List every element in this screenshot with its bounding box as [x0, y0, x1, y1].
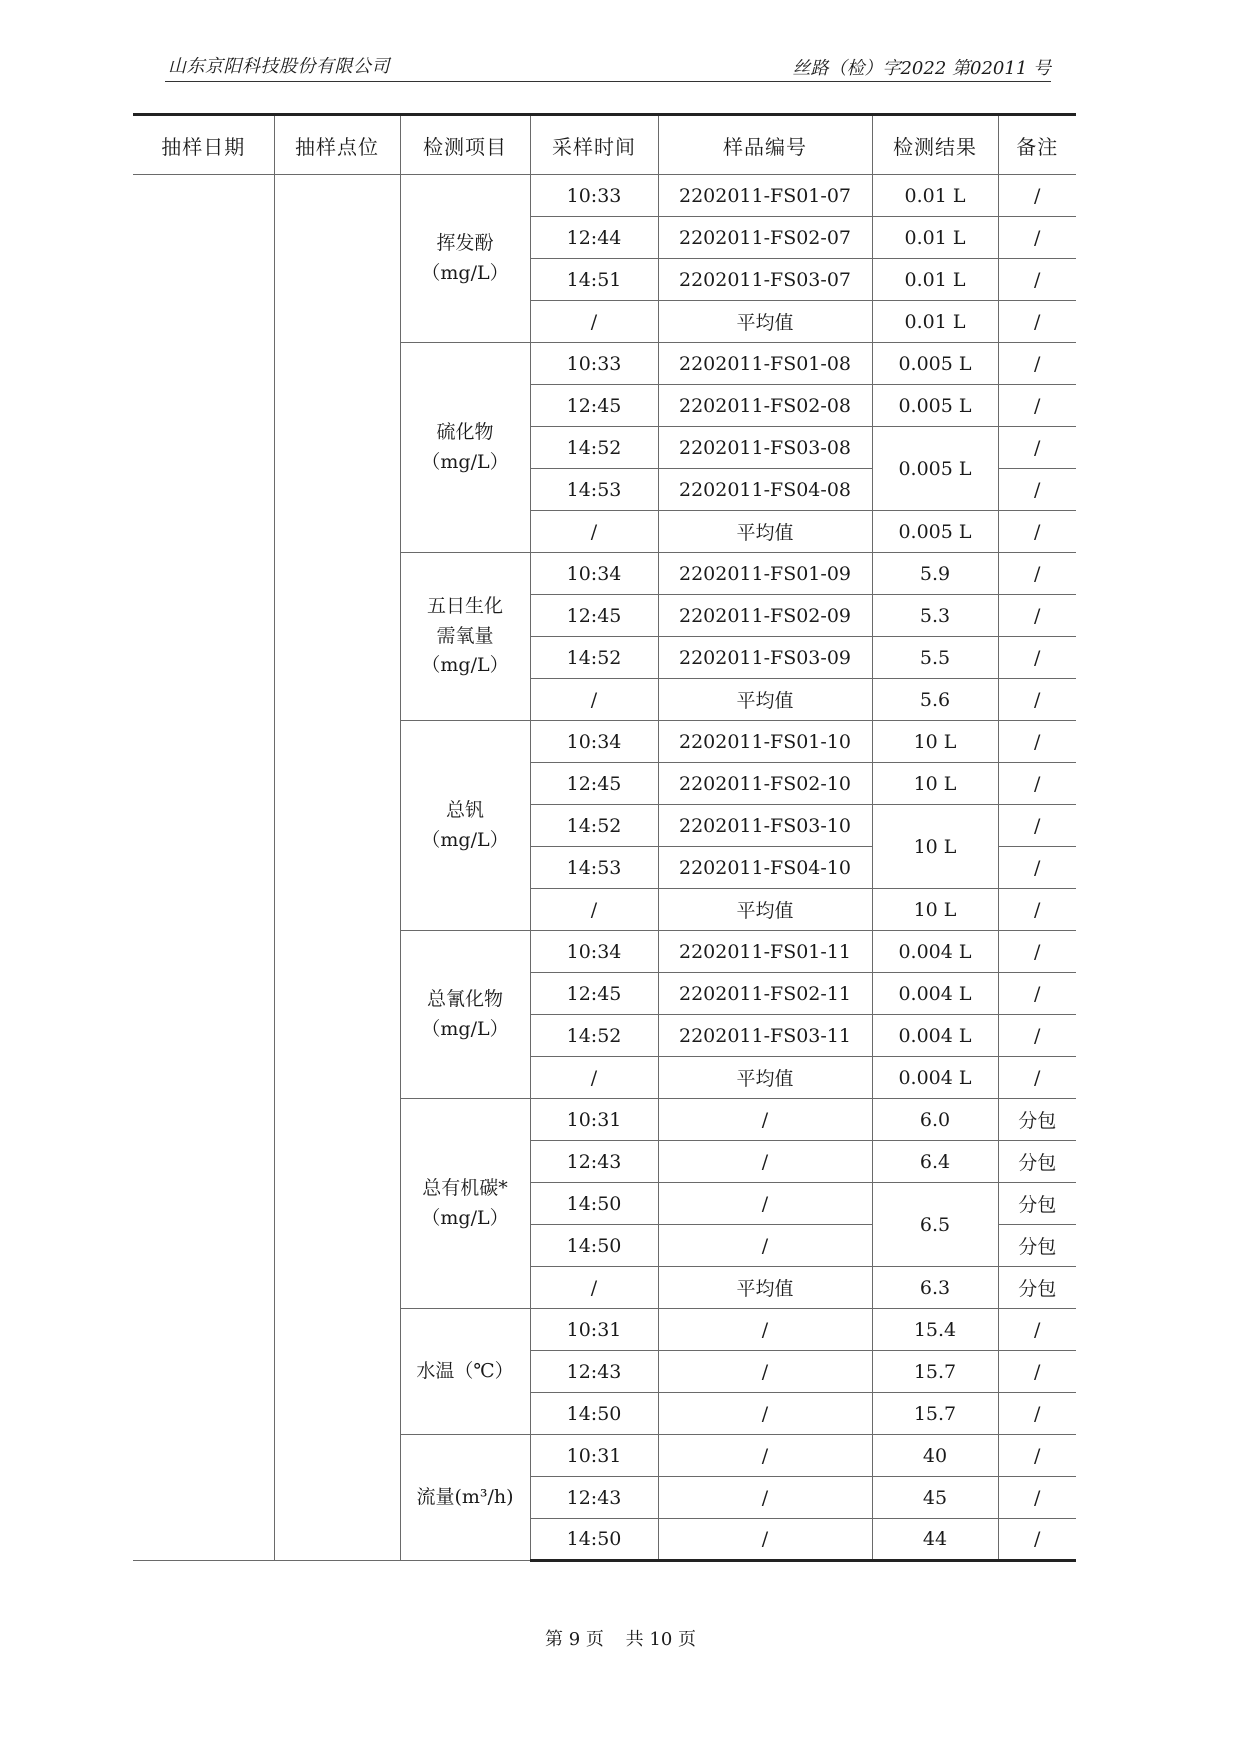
note-cell: 分包 [998, 1141, 1076, 1183]
test-item-line: （mg/L） [421, 1206, 509, 1229]
note-cell: / [998, 385, 1076, 427]
note-cell: / [998, 343, 1076, 385]
sampling-time-cell: / [530, 679, 658, 721]
sample-id-cell: 2202011-FS03-10 [658, 805, 872, 847]
sampling-time-cell: 14:50 [530, 1183, 658, 1225]
note-cell: / [998, 973, 1076, 1015]
note-cell: / [998, 931, 1076, 973]
sample-id-cell: 平均值 [658, 889, 872, 931]
test-item-line: （mg/L） [421, 654, 509, 677]
result-cell: 6.4 [872, 1141, 998, 1183]
sample-id-cell: 2202011-FS03-09 [658, 637, 872, 679]
test-item-line: 硫化物 [436, 421, 494, 444]
result-cell: 0.004 L [872, 973, 998, 1015]
sampling-time-cell: 12:45 [530, 763, 658, 805]
sample-id-cell: 平均值 [658, 301, 872, 343]
sample-id-cell: / [658, 1309, 872, 1351]
col-header-result: 检测结果 [872, 115, 998, 175]
page-footer [0, 1625, 1241, 1651]
note-cell: / [998, 1057, 1076, 1099]
note-cell: / [998, 1519, 1076, 1561]
test-item-line: 水温（℃） [416, 1359, 514, 1382]
sample-id-cell: 2202011-FS03-07 [658, 259, 872, 301]
note-cell: / [998, 553, 1076, 595]
test-item-line: 总有机碳* [422, 1177, 508, 1200]
result-cell: 0.005 L [872, 511, 998, 553]
header-rule [165, 81, 1051, 82]
sample-id-cell: 2202011-FS02-07 [658, 217, 872, 259]
note-cell: / [998, 889, 1076, 931]
sampling-time-cell: 14:52 [530, 637, 658, 679]
result-cell: 15.4 [872, 1309, 998, 1351]
test-item-line: 总钒 [445, 799, 484, 822]
test-item-line: 需氧量 [436, 624, 494, 647]
result-cell: 0.01 L [872, 175, 998, 217]
result-cell: 10 L [872, 721, 998, 763]
sample-id-cell: 2202011-FS01-07 [658, 175, 872, 217]
sample-id-cell: 2202011-FS01-10 [658, 721, 872, 763]
col-header-note: 备注 [998, 115, 1076, 175]
sampling-time-cell: 12:43 [530, 1141, 658, 1183]
result-cell: 0.005 L [872, 343, 998, 385]
sample-id-cell: 平均值 [658, 1057, 872, 1099]
result-cell: 40 [872, 1435, 998, 1477]
sample-id-cell: 2202011-FS02-09 [658, 595, 872, 637]
result-cell: 15.7 [872, 1393, 998, 1435]
sampling-time-cell: 14:53 [530, 469, 658, 511]
result-cell: 5.3 [872, 595, 998, 637]
note-cell: / [998, 301, 1076, 343]
sampling-time-cell: 10:31 [530, 1435, 658, 1477]
test-item-line: 流量(m³/h) [416, 1485, 514, 1508]
sampling-time-cell: / [530, 889, 658, 931]
sampling-time-cell: 12:45 [530, 595, 658, 637]
note-cell: 分包 [998, 1225, 1076, 1267]
result-cell: 45 [872, 1477, 998, 1519]
test-item-line: 挥发酚 [436, 232, 494, 255]
note-cell: / [998, 1477, 1076, 1519]
col-header-sample-id: 样品编号 [658, 115, 872, 175]
result-cell: 5.9 [872, 553, 998, 595]
note-cell: / [998, 1015, 1076, 1057]
company-name: 山东京阳科技股份有限公司 [168, 56, 390, 77]
note-cell: / [998, 805, 1076, 847]
sample-id-cell: 2202011-FS03-08 [658, 427, 872, 469]
result-cell: 5.5 [872, 637, 998, 679]
sampling-time-cell: 10:33 [530, 175, 658, 217]
sampling-time-cell: 14:50 [530, 1225, 658, 1267]
test-item-line: （mg/L） [421, 261, 509, 284]
sample-id-cell: / [658, 1183, 872, 1225]
note-cell: / [998, 721, 1076, 763]
result-cell: 0.004 L [872, 1015, 998, 1057]
report-number: 丝路（检）字2022 第02011 号 [792, 58, 1051, 79]
sampling-point-cell [274, 175, 400, 1561]
col-header-sampling-point: 抽样点位 [274, 115, 400, 175]
note-cell: / [998, 175, 1076, 217]
note-cell: / [998, 1393, 1076, 1435]
sampling-time-cell: 14:52 [530, 805, 658, 847]
result-cell: 0.005 L [872, 385, 998, 427]
result-cell: 15.7 [872, 1351, 998, 1393]
sampling-time-cell: 10:34 [530, 553, 658, 595]
note-cell: / [998, 595, 1076, 637]
result-cell: 0.01 L [872, 301, 998, 343]
result-cell: 6.0 [872, 1099, 998, 1141]
sampling-time-cell: 12:44 [530, 217, 658, 259]
result-cell: 0.004 L [872, 1057, 998, 1099]
test-item-cell [400, 721, 530, 931]
note-cell: / [998, 259, 1076, 301]
sample-id-cell: 2202011-FS01-08 [658, 343, 872, 385]
sampling-time-cell: / [530, 511, 658, 553]
sampling-time-cell: 14:53 [530, 847, 658, 889]
table-header-row [133, 115, 1076, 175]
sampling-time-cell: 14:52 [530, 427, 658, 469]
note-cell: / [998, 1351, 1076, 1393]
table-body [133, 115, 1076, 1561]
test-item-cell [400, 1435, 530, 1561]
result-cell: 10 L [872, 763, 998, 805]
note-cell: / [998, 1435, 1076, 1477]
result-cell: 10 L [872, 889, 998, 931]
sample-id-cell: 2202011-FS02-08 [658, 385, 872, 427]
note-cell: / [998, 427, 1076, 469]
sampling-time-cell: 12:43 [530, 1477, 658, 1519]
col-header-test-item: 检测项目 [400, 115, 530, 175]
page-total: 共 10 页 [625, 1629, 696, 1650]
note-cell: / [998, 637, 1076, 679]
sample-id-cell: 平均值 [658, 1267, 872, 1309]
sampling-time-cell: 10:31 [530, 1099, 658, 1141]
sample-id-cell: 2202011-FS04-10 [658, 847, 872, 889]
sampling-time-cell: 14:50 [530, 1393, 658, 1435]
note-cell: 分包 [998, 1267, 1076, 1309]
result-cell: 5.6 [872, 679, 998, 721]
test-item-cell [400, 1099, 530, 1309]
sample-id-cell: / [658, 1477, 872, 1519]
test-item-cell [400, 931, 530, 1099]
test-item-cell [400, 1309, 530, 1435]
result-cell: 0.004 L [872, 931, 998, 973]
sample-id-cell: 2202011-FS01-09 [658, 553, 872, 595]
sample-id-cell: 平均值 [658, 679, 872, 721]
sample-id-cell: / [658, 1435, 872, 1477]
test-item-line: （mg/L） [421, 828, 509, 851]
test-item-line: （mg/L） [421, 450, 509, 473]
sample-id-cell: 2202011-FS02-10 [658, 763, 872, 805]
sample-id-cell: 2202011-FS01-11 [658, 931, 872, 973]
sampling-time-cell: 14:52 [530, 1015, 658, 1057]
test-item-line: 五日生化 [426, 595, 503, 618]
sample-id-cell: / [658, 1141, 872, 1183]
sampling-time-cell: 10:31 [530, 1309, 658, 1351]
result-cell: 6.5 [872, 1183, 998, 1267]
sample-id-cell: 平均值 [658, 511, 872, 553]
sample-id-cell: / [658, 1393, 872, 1435]
sampling-time-cell: 10:33 [530, 343, 658, 385]
test-item-cell [400, 175, 530, 343]
sample-id-cell: / [658, 1351, 872, 1393]
sampling-time-cell: 10:34 [530, 721, 658, 763]
result-cell: 6.3 [872, 1267, 998, 1309]
test-item-line: 总氰化物 [426, 988, 503, 1011]
col-header-sampling-time: 采样时间 [530, 115, 658, 175]
note-cell: / [998, 469, 1076, 511]
note-cell: / [998, 1309, 1076, 1351]
sample-id-cell: 2202011-FS04-08 [658, 469, 872, 511]
result-cell: 0.01 L [872, 259, 998, 301]
sample-id-cell: / [658, 1099, 872, 1141]
note-cell: 分包 [998, 1183, 1076, 1225]
result-cell: 10 L [872, 805, 998, 889]
results-table [133, 113, 1076, 1562]
note-cell: 分包 [998, 1099, 1076, 1141]
sampling-time-cell: 12:45 [530, 385, 658, 427]
sample-id-cell: 2202011-FS02-11 [658, 973, 872, 1015]
test-item-line: （mg/L） [421, 1017, 509, 1040]
sampling-time-cell: 12:43 [530, 1351, 658, 1393]
test-item-cell [400, 343, 530, 553]
sampling-time-cell: 14:51 [530, 259, 658, 301]
note-cell: / [998, 511, 1076, 553]
result-cell: 0.01 L [872, 217, 998, 259]
test-item-cell [400, 553, 530, 721]
sampling-time-cell: / [530, 1267, 658, 1309]
note-cell: / [998, 679, 1076, 721]
sample-id-cell: / [658, 1519, 872, 1561]
result-cell: 0.005 L [872, 427, 998, 511]
sample-id-cell: 2202011-FS03-11 [658, 1015, 872, 1057]
sampling-time-cell: 12:45 [530, 973, 658, 1015]
result-cell: 44 [872, 1519, 998, 1561]
sampling-time-cell: / [530, 301, 658, 343]
note-cell: / [998, 217, 1076, 259]
sampling-time-cell: 10:34 [530, 931, 658, 973]
table-row [133, 175, 1076, 217]
sampling-date-cell [133, 175, 274, 1561]
note-cell: / [998, 847, 1076, 889]
page-number: 第 9 页 [545, 1629, 604, 1650]
note-cell: / [998, 763, 1076, 805]
col-header-sampling-date: 抽样日期 [133, 115, 274, 175]
sampling-time-cell: / [530, 1057, 658, 1099]
sample-id-cell: / [658, 1225, 872, 1267]
sampling-time-cell: 14:50 [530, 1519, 658, 1561]
